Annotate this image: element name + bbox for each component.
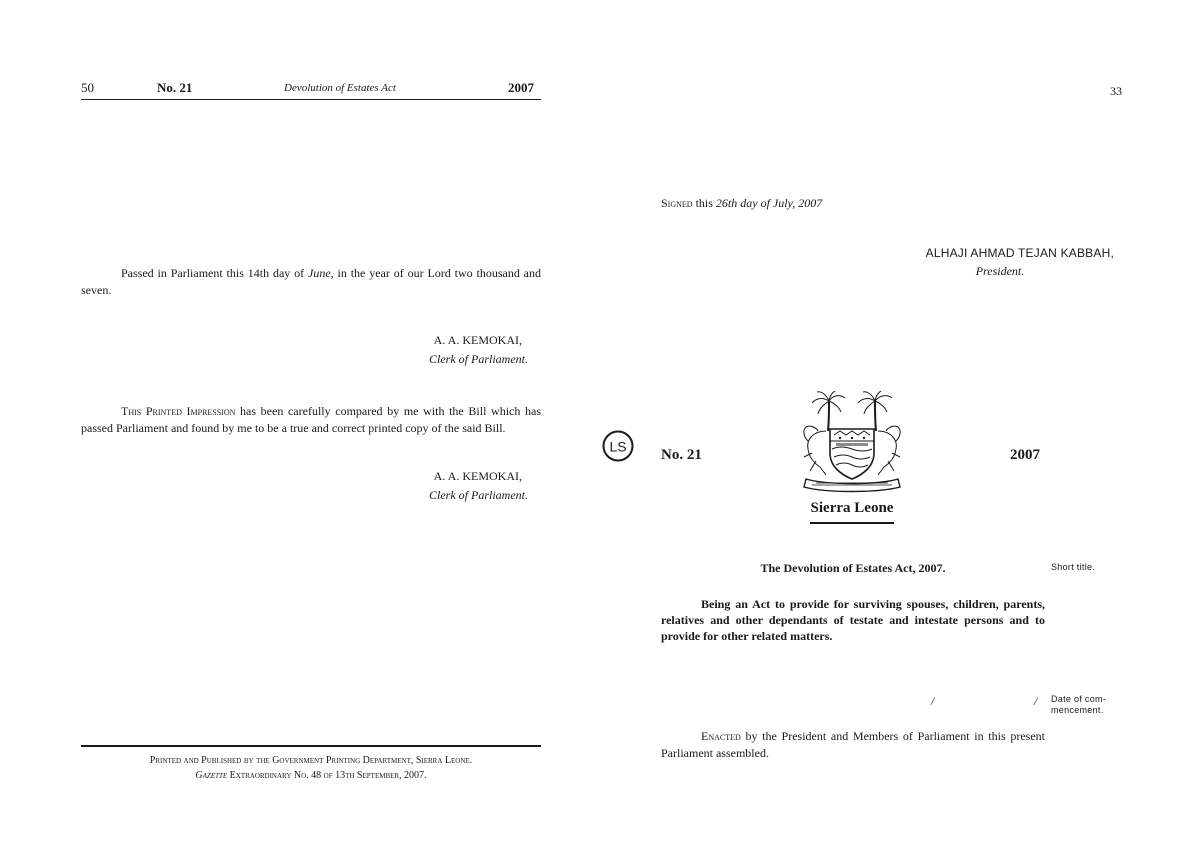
left-header-act-number: No. 21 bbox=[157, 80, 193, 95]
president-name: ALHAJI AHMAD TEJAN KABBAH, bbox=[925, 246, 1114, 260]
signed-line bbox=[661, 196, 822, 211]
act-short-title: The Devolution of Estates Act, 2007. bbox=[760, 561, 946, 575]
commencement-date-slash-1: / bbox=[931, 694, 935, 708]
certification-paragraph bbox=[81, 403, 541, 437]
clerk-signature-title-1: Clerk of Parliament. bbox=[429, 352, 528, 366]
act-year: 2007 bbox=[1010, 447, 1040, 463]
left-page-number: 50 bbox=[81, 80, 94, 95]
header-rule bbox=[81, 99, 541, 100]
act-long-title-text: Being an Act to provide for surviving spouses, children, parents, relatives and other dependants of testate and intestate persons and to provide for other related matters. bbox=[661, 597, 1045, 643]
footer-gazette-word: Gazette bbox=[195, 770, 228, 781]
passed-in-parliament-paragraph bbox=[81, 265, 541, 299]
ls-seal-icon bbox=[602, 430, 634, 462]
clerk-signature-title-2: Clerk of Parliament. bbox=[429, 488, 528, 502]
left-header-year: 2007 bbox=[508, 80, 534, 95]
act-number: No. 21 bbox=[661, 447, 702, 463]
enacting-text: by the President and Members of Parliament in this present Parliament assembled. bbox=[661, 729, 1045, 760]
act-long-title bbox=[661, 596, 1045, 644]
passed-text-before: Passed in Parliament this 14th day of bbox=[121, 266, 308, 280]
footer-printer-line: Printed and Published by the Government Printing Department, Sierra Leone. bbox=[149, 755, 473, 766]
signed-lead: Signed bbox=[661, 196, 693, 210]
clerk-signature-name-1: A. A. KEMOKAI, bbox=[433, 333, 522, 347]
margin-note-short-title: Short title. bbox=[1051, 562, 1096, 572]
clerk-signature-name-2: A. A. KEMOKAI, bbox=[433, 469, 522, 483]
coat-of-arms-icon bbox=[796, 391, 908, 497]
footer-gazette-rest: Extraordinary No. 48 of 13th September, 2007. bbox=[227, 770, 427, 781]
footer-rule bbox=[81, 745, 541, 747]
passed-month: June bbox=[308, 266, 331, 280]
right-page-number: 33 bbox=[1110, 84, 1122, 98]
ls-seal-text: LS bbox=[609, 438, 627, 455]
commencement-date-slash-2: / bbox=[1034, 694, 1038, 708]
country-name-rule bbox=[810, 522, 894, 524]
footer-gazette-line bbox=[81, 770, 541, 781]
signed-date: 26th day of July, 2007 bbox=[715, 196, 823, 210]
margin-note-commencement: Date of com- mencement. bbox=[1051, 694, 1107, 715]
enacting-clause bbox=[661, 728, 1045, 762]
certification-text: has been carefully compared by me with the Bill which has passed Parliament and found by me to be a true and correct printed copy of the said Bill. bbox=[81, 404, 542, 435]
certification-lead: This Printed Impression bbox=[121, 404, 236, 418]
left-header-act-title: Devolution of Estates Act bbox=[284, 82, 396, 94]
signed-mid: this bbox=[692, 196, 716, 210]
enacting-lead: Enacted bbox=[701, 729, 741, 743]
president-title: President. bbox=[975, 264, 1025, 278]
passed-text-after: , in the year of our Lord two thousand and seven. bbox=[81, 266, 541, 297]
country-name: Sierra Leone bbox=[810, 500, 894, 516]
